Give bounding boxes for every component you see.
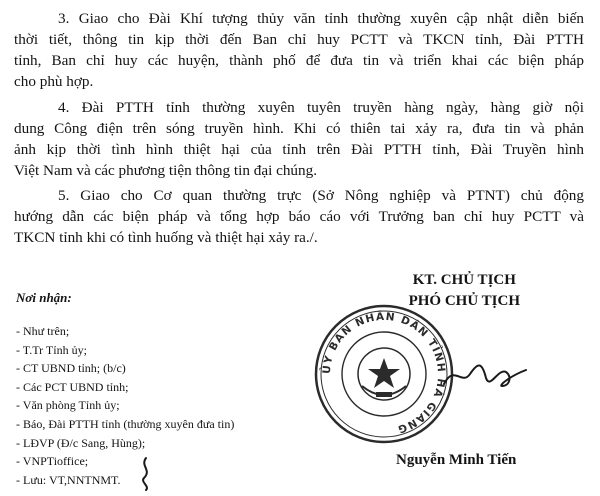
paragraph-line: thời tiết, thông tin kịp thời đến Ban chỉ huy PCTT và TKCN tỉnh, Đài PTTH	[14, 31, 584, 48]
recipient-item: - CT UBND tỉnh; (b/c)	[16, 361, 126, 376]
paragraph-line: hướng dẫn các biện pháp và tổng hợp báo cáo với Trưởng ban chỉ huy PCTT và	[14, 208, 584, 225]
paragraph-line: ảnh kịp thời tình hình thiệt hại của tỉnh trên Đài PTTH tỉnh, Đài Truyền hình	[14, 141, 584, 158]
recipient-item: - Báo, Đài PTTH tỉnh (thường xuyên đưa tin)	[16, 416, 235, 431]
signer-title-2: PHÓ CHỦ TỊCH	[408, 293, 520, 309]
paragraph-line: 4. Đài PTTH tỉnh thường xuyên tuyên truyền hàng ngày, hàng giờ nội	[58, 99, 584, 116]
paragraph-5	[14, 185, 584, 248]
national-emblem-icon	[358, 348, 410, 400]
recipients-title: Nơi nhận:	[16, 290, 72, 305]
handwritten-signature-icon	[440, 356, 530, 396]
recipient-item: - VNPTioffice;	[16, 454, 89, 469]
paragraph-line: 5. Giao cho Cơ quan thường trực (Sở Nông nghiệp và PTNT) chủ động	[58, 187, 584, 204]
recipient-item: - T.Tr Tỉnh ủy;	[16, 342, 87, 357]
recipient-item: - Như trên;	[16, 324, 70, 338]
recipient-item: - LĐVP (Đ/c Sang, Hùng);	[16, 435, 146, 450]
paragraph-line: cho phù hợp.	[14, 73, 94, 90]
signer-title-1: KT. CHỦ TỊCH	[412, 272, 516, 288]
paragraph-line: 3. Giao cho Đài Khí tượng thủy văn tỉnh thường xuyên cập nhật diễn biến	[58, 10, 584, 27]
recipients-title-text: Nơi nhận	[16, 290, 68, 305]
paragraph-line: Việt Nam và các phương tiện thông tin đại chúng.	[14, 162, 317, 179]
seal-text: ỦY BAN NHÂN DÂN TỈNH HÀ GIANG	[320, 310, 448, 436]
paragraph-line: tỉnh, Ban chỉ huy các huyện, thành phố để đưa tin và triển khai các biện pháp	[14, 52, 584, 69]
paragraph-line: TKCN tỉnh khi có tình huống và thiệt hại xảy ra./.	[14, 229, 318, 246]
paragraph-3	[14, 8, 584, 92]
ink-mark-icon	[136, 456, 156, 492]
recipient-item: - Lưu: VT,NNTNMT.	[16, 472, 121, 487]
recipient-item: - Văn phòng Tỉnh ủy;	[16, 398, 120, 413]
recipient-item: - Các PCT UBND tỉnh;	[16, 379, 129, 394]
official-seal-icon	[312, 304, 456, 444]
paragraph-line: dung Công điện trên sóng truyền hình. Khi có thiên tai xảy ra, đưa tin và phản	[14, 120, 584, 137]
signer-name: Nguyễn Minh Tiến	[396, 452, 517, 468]
recipients-list	[16, 322, 234, 489]
paragraph-4	[14, 97, 584, 181]
